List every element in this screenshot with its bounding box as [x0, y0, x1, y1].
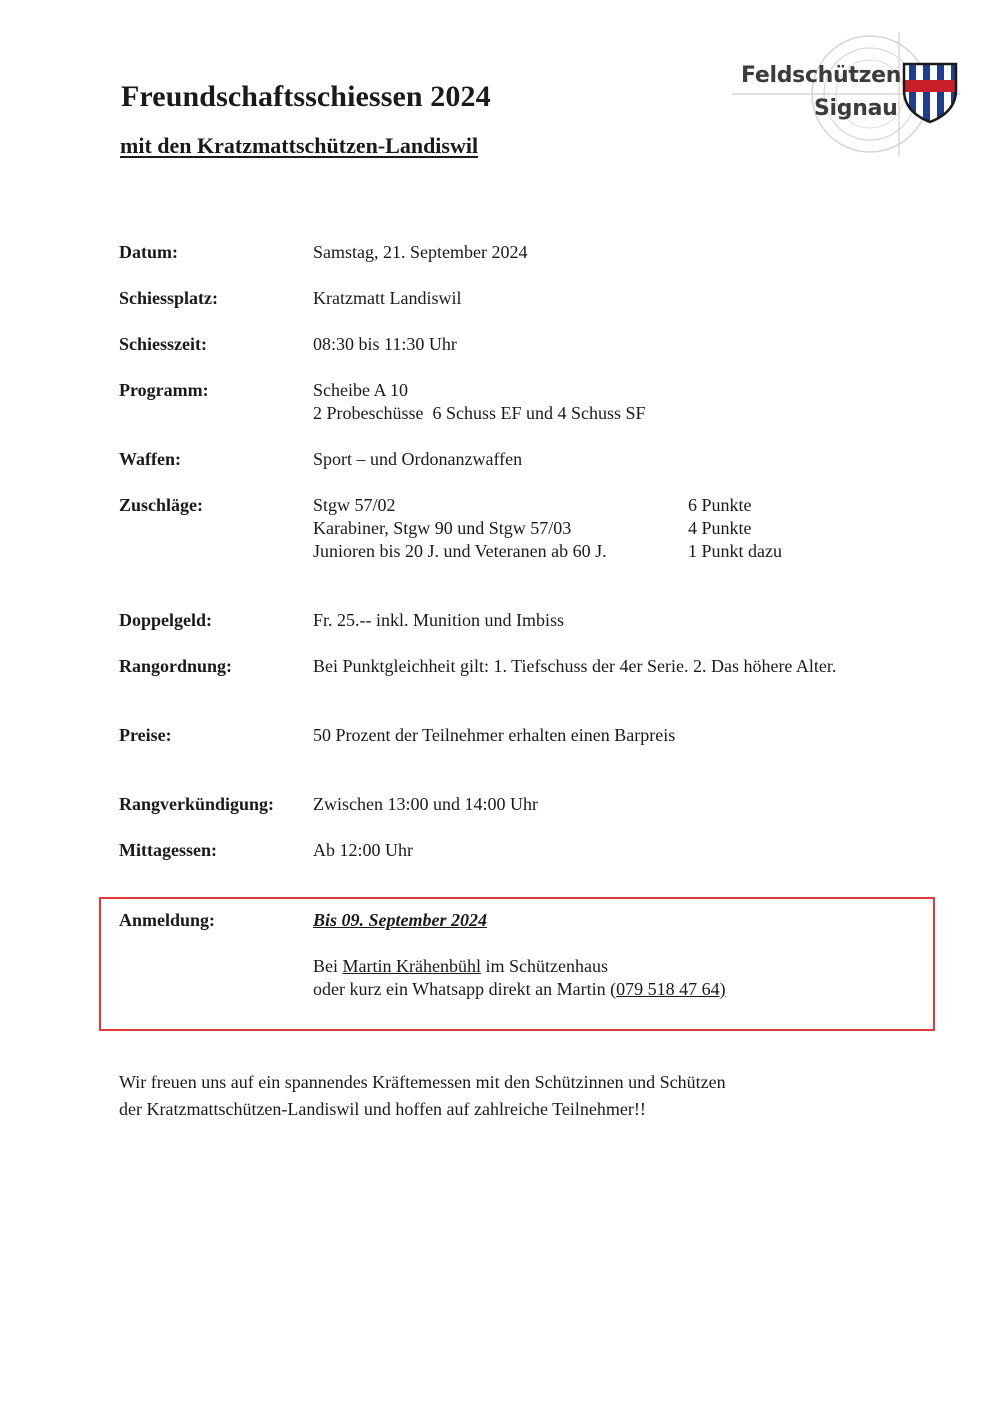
rangverkuendigung-label: Rangverkündigung:	[119, 794, 275, 814]
rangordnung-label: Rangordnung:	[119, 656, 233, 676]
datum-label: Datum:	[119, 242, 178, 262]
closing-line2: der Kratzmattschützen-Landiswil und hoffen auf zahlreiche Teilnehmer!!	[119, 1099, 646, 1119]
zuschlag-row	[313, 540, 873, 563]
waffen-label: Waffen:	[119, 449, 181, 469]
signup-contact-line	[313, 955, 873, 978]
zuschlag-points: 1 Punkt dazu	[688, 541, 782, 561]
shield-icon	[901, 60, 959, 124]
doppelgeld-label: Doppelgeld:	[119, 610, 213, 630]
doppelgeld-value: Fr. 25.-- inkl. Munition und Imbiss	[313, 610, 565, 630]
programm-line1: Scheibe A 10	[313, 380, 408, 400]
club-logo	[732, 30, 964, 158]
schiessplatz-value: Kratzmatt Landiswil	[313, 288, 462, 308]
whatsapp-prefix: oder kurz ein Whatsapp direkt an Martin (	[313, 979, 617, 999]
zuschlag-item: Karabiner, Stgw 90 und Stgw 57/03	[313, 518, 572, 538]
logo-text-line2: Signau	[814, 96, 898, 121]
rangverkuendigung-value: Zwischen 13:00 und 14:00 Uhr	[313, 794, 538, 814]
spacer	[313, 932, 873, 955]
schiesszeit-label: Schiesszeit:	[119, 334, 207, 354]
schiessplatz-label: Schiessplatz:	[119, 288, 218, 308]
mittagessen-value: Ab 12:00 Uhr	[313, 840, 413, 860]
zuschlag-row	[313, 517, 873, 540]
signup-prefix: Bei	[313, 956, 343, 976]
waffen-value: Sport – und Ordonanzwaffen	[313, 449, 523, 469]
signup-whatsapp-line	[313, 978, 873, 1001]
zuschlaege-label: Zuschläge:	[119, 495, 204, 515]
zuschlag-points: 6 Punkte	[688, 495, 752, 515]
programm-line2: 2 Probeschüsse 6 Schuss EF und 4 Schuss SF	[313, 403, 646, 423]
page-title: Freundschaftsschiessen 2024	[121, 80, 491, 113]
schiesszeit-value: 08:30 bis 11:30 Uhr	[313, 334, 457, 354]
zuschlaege-table	[313, 494, 873, 563]
preise-label: Preise:	[119, 725, 172, 745]
anmeldung-label: Anmeldung:	[119, 910, 216, 930]
zuschlag-item: Junioren bis 20 J. und Veteranen ab 60 J.	[313, 541, 607, 561]
programm-value	[313, 379, 873, 425]
mittagessen-label: Mittagessen:	[119, 840, 217, 860]
zuschlag-row	[313, 494, 873, 517]
phone-link[interactable]: 079 518 47 64)	[616, 979, 726, 999]
closing-text	[119, 1069, 726, 1123]
contact-name-link[interactable]: Martin Krähenbühl	[342, 956, 481, 976]
closing-line1: Wir freuen uns auf ein spannendes Kräftemessen mit den Schützinnen und Schützen	[119, 1072, 726, 1092]
signup-suffix: im Schützenhaus	[480, 956, 608, 976]
rangordnung-text: Bei Punktgleichheit gilt: 1. Tiefschuss der 4er Serie. 2. Das höhere Alter.	[313, 656, 837, 676]
logo-text-line1: Feldschützen	[741, 63, 902, 88]
datum-value: Samstag, 21. September 2024	[313, 242, 528, 262]
page-subtitle: mit den Kratzmattschützen-Landiswil	[120, 133, 479, 158]
rangordnung-value	[313, 655, 873, 678]
zuschlag-item: Stgw 57/02	[313, 495, 396, 515]
programm-label: Programm:	[119, 380, 209, 400]
anmeldung-value	[313, 909, 873, 1001]
zuschlag-points: 4 Punkte	[688, 518, 752, 538]
preise-value: 50 Prozent der Teilnehmer erhalten einen Barpreis	[313, 725, 676, 745]
signup-deadline: Bis 09. September 2024	[313, 910, 487, 930]
